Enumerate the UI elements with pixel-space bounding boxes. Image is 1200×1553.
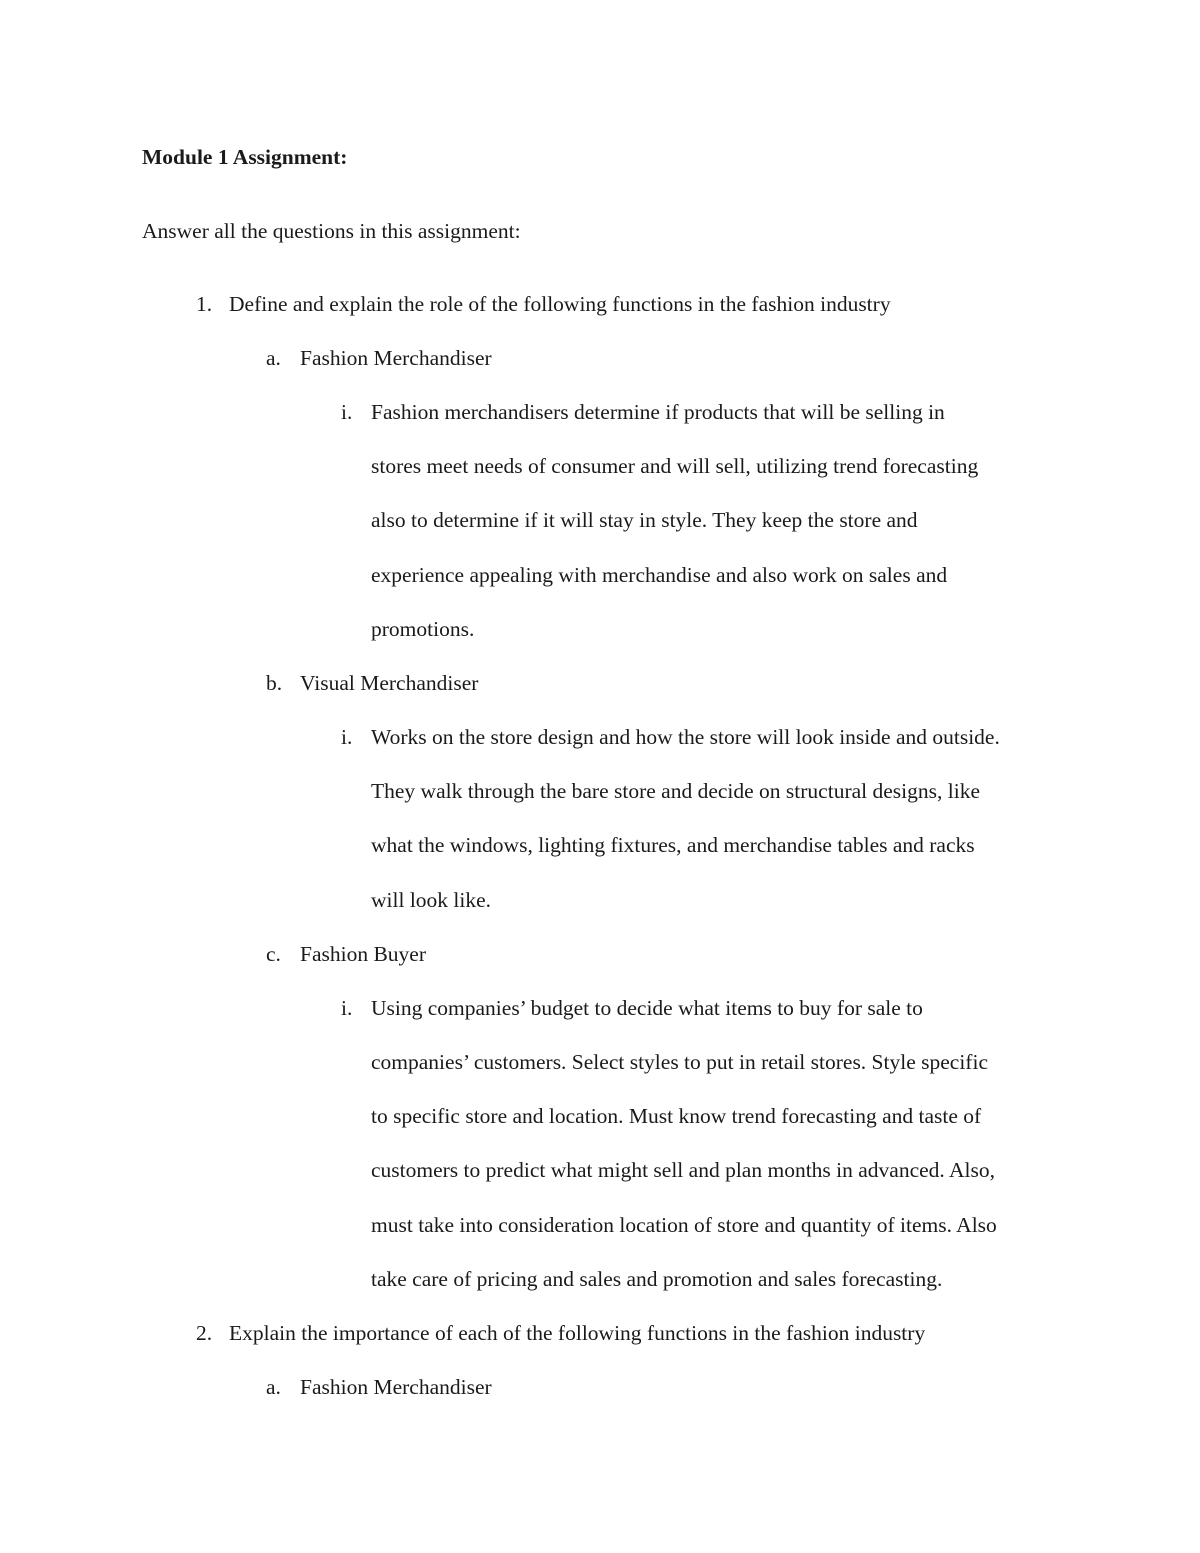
q2a-marker: a. bbox=[266, 1375, 281, 1399]
q1a-answer-line: stores meet needs of consumer and will sell, utilizing trend forecasting bbox=[371, 454, 979, 478]
q1-text: Define and explain the role of the following functions in the fashion industry bbox=[229, 292, 891, 316]
q1a-marker: a. bbox=[266, 346, 281, 370]
q1c-answer-line: companies’ customers. Select styles to put in retail stores. Style specific bbox=[371, 1050, 988, 1074]
q1b-label: Visual Merchandiser bbox=[300, 671, 479, 695]
q2-number: 2. bbox=[196, 1321, 213, 1345]
q1a-answer-line: Fashion merchandisers determine if products that will be selling in bbox=[371, 400, 945, 424]
q2a-label: Fashion Merchandiser bbox=[300, 1375, 492, 1399]
q1a-answer-line: promotions. bbox=[371, 617, 475, 641]
q1b-answer-line: They walk through the bare store and decide on structural designs, like bbox=[371, 779, 980, 803]
q1b-answer-line: Works on the store design and how the store will look inside and outside. bbox=[371, 725, 1000, 749]
q1a-answer-line: experience appealing with merchandise and also work on sales and bbox=[371, 563, 948, 587]
q1c-marker: c. bbox=[266, 942, 281, 966]
q1b-answer-line: what the windows, lighting fixtures, and merchandise tables and racks bbox=[371, 833, 975, 857]
q1c-answer-line: must take into consideration location of store and quantity of items. Also bbox=[371, 1213, 997, 1237]
q1c-answer-line: take care of pricing and sales and promotion and sales forecasting. bbox=[371, 1267, 943, 1291]
q1a-i-marker: i. bbox=[341, 400, 353, 424]
q1a-label: Fashion Merchandiser bbox=[300, 346, 492, 370]
q1c-answer-line: to specific store and location. Must know trend forecasting and taste of bbox=[371, 1104, 982, 1128]
q1c-answer-line: customers to predict what might sell and plan months in advanced. Also, bbox=[371, 1158, 995, 1182]
q1-number: 1. bbox=[196, 292, 213, 316]
document-title: Module 1 Assignment: bbox=[142, 145, 348, 169]
intro-text: Answer all the questions in this assignment: bbox=[142, 219, 521, 243]
q1a-answer-line: also to determine if it will stay in style. They keep the store and bbox=[371, 508, 918, 532]
q2-text: Explain the importance of each of the following functions in the fashion industry bbox=[229, 1321, 926, 1345]
q1b-i-marker: i. bbox=[341, 725, 353, 749]
q1b-marker: b. bbox=[266, 671, 283, 695]
q1c-i-marker: i. bbox=[341, 996, 353, 1020]
q1c-label: Fashion Buyer bbox=[300, 942, 427, 966]
q1b-answer-line: will look like. bbox=[371, 888, 492, 912]
q1c-answer-line: Using companies’ budget to decide what items to buy for sale to bbox=[371, 996, 923, 1020]
